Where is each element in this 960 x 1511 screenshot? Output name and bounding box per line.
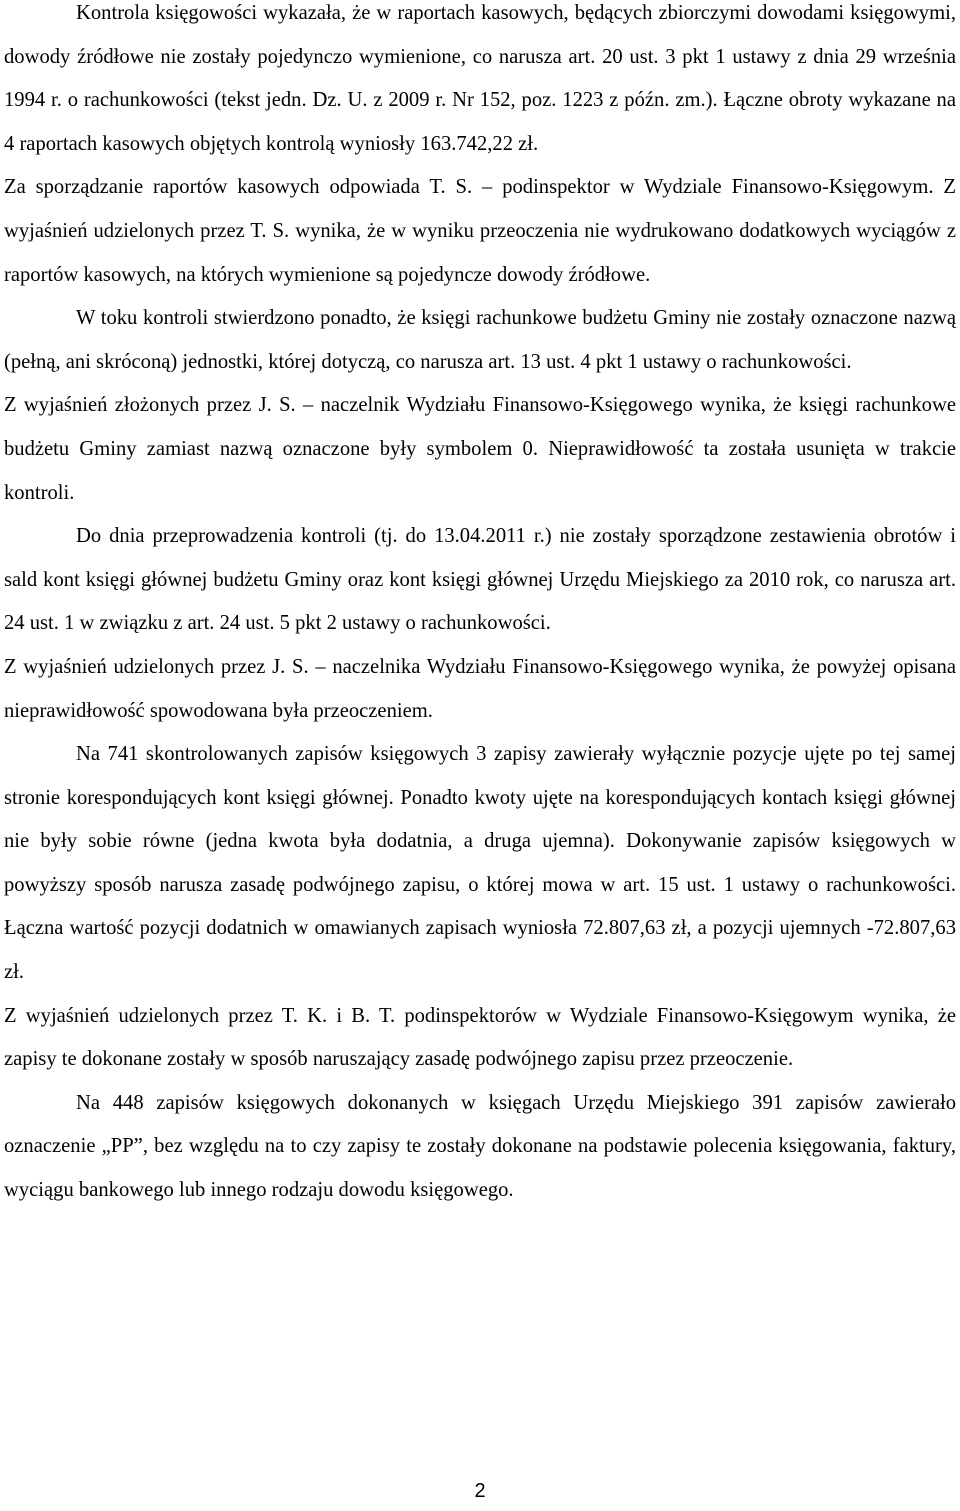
paragraph-7: Na 741 skontrolowanych zapisów księgowych 3 zapisy zawierały wyłącznie pozycje ujęte po tej samej stronie korespondujących kont księgi głównej. Ponadto kwoty ujęte na korespondujących kontach księgi głównej nie były sobie równe (jedna kwota była dodatnia, a druga ujemna). Dokonywanie zapisów księgowych w powyższy sposób narusza zasadę podwójnego zapisu, o której mowa w art. 15 ust. 1 ustawy o rachunkowości. Łączna wartość pozycji dodatnich w omawianych zapisach wyniosła 72.807,63 zł, a pozycji ujemnych -72.807,63 zł.	[4, 743, 956, 984]
paragraph-2: Za sporządzanie raportów kasowych odpowiada T. S. – podinspektor w Wydziale Finansowo-Księgowym. Z wyjaśnień udzielonych przez T. S. wynika, że w wyniku przeoczenia nie wydrukowano dodatkowych wyciągów z raportów kasowych, na których wymienione są pojedyncze dowody źródłowe.	[4, 176, 956, 286]
paragraph-3: W toku kontroli stwierdzono ponadto, że księgi rachunkowe budżetu Gminy nie zostały oznaczone nazwą (pełną, ani skróconą) jednostki, której dotyczą, co narusza art. 13 ust. 4 pkt 1 ustawy o rachunkowości.	[4, 307, 956, 373]
paragraph-9: Na 448 zapisów księgowych dokonanych w księgach Urzędu Miejskiego 391 zapisów zawierało oznaczenie „PP”, bez względu na to czy zapisy te zostały dokonane na podstawie polecenia księgowania, faktury, wyciągu bankowego lub innego rodzaju dowodu księgowego.	[4, 1091, 956, 1202]
paragraph-6: Z wyjaśnień udzielonych przez J. S. – naczelnika Wydziału Finansowo-Księgowego wynika, że powyżej opisana nieprawidłowość spowodowana była przeoczeniem.	[4, 655, 956, 722]
paragraph-8: Z wyjaśnień udzielonych przez T. K. i B. T. podinspektorów w Wydziale Finansowo-Księgowym wynika, że zapisy te dokonane zostały w sposób naruszający zasadę podwójnego zapisu przez przeoczenie.	[4, 1004, 956, 1071]
page-number: 2	[474, 1480, 486, 1502]
paragraph-4: Z wyjaśnień złożonych przez J. S. – naczelnik Wydziału Finansowo-Księgowego wynika, że księgi rachunkowe budżetu Gminy zamiast nazwą oznaczone były symbolem 0. Nieprawidłowość ta została usunięta w trakcie kontroli.	[4, 394, 956, 504]
paragraph-1: Kontrola księgowości wykazała, że w raportach kasowych, będących zbiorczymi dowodami księgowymi, dowody źródłowe nie zostały pojedynczo wymienione, co narusza art. 20 ust. 3 pkt 1 ustawy z dnia 29 września 1994 r. o rachunkowości (tekst jedn. Dz. U. z 2009 r. Nr 152, poz. 1223 z późn. zm.). Łączne obroty wykazane na 4 raportach kasowych objętych kontrolą wyniosły 163.742,22 zł.	[4, 2, 956, 155]
paragraph-5: Do dnia przeprowadzenia kontroli (tj. do 13.04.2011 r.) nie zostały sporządzone zestawienia obrotów i sald kont księgi głównej budżetu Gminy oraz kont księgi głównej Urzędu Miejskiego za 2010 rok, co narusza art. 24 ust. 1 w związku z art. 24 ust. 5 pkt 2 ustawy o rachunkowości.	[4, 525, 956, 635]
